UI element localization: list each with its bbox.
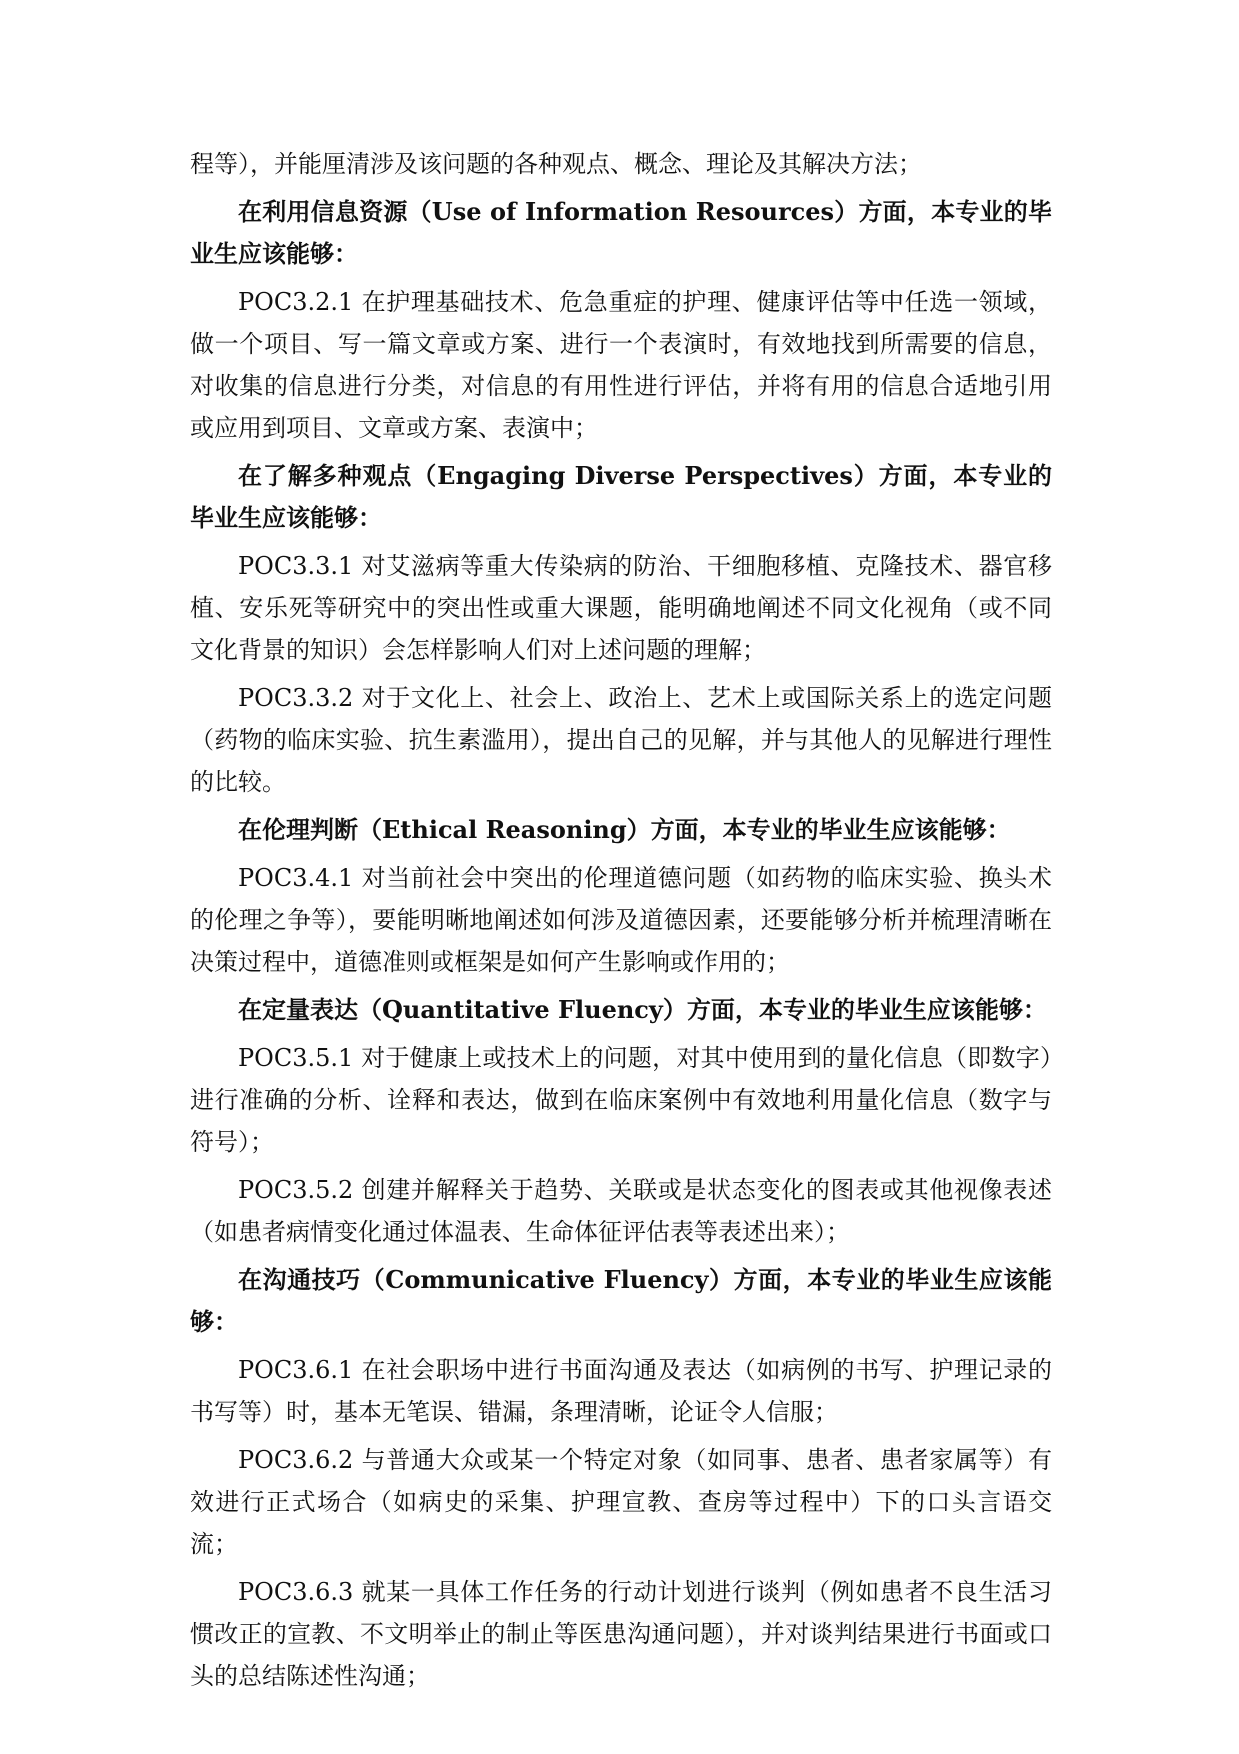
paragraph-poc-3-5-1: POC3.5.1 对于健康上或技术上的问题，对其中使用到的量化信息（即数字）进行准确的分析、诠释和表达，做到在临床案例中有效地利用量化信息（数字与符号）；	[190, 1044, 1052, 1156]
paragraph-poc-3-3-1: POC3.3.1 对艾滋病等重大传染病的防治、干细胞移植、克隆技术、器官移植、安乐死等研究中的突出性或重大课题，能明确地阐述不同文化视角（或不同文化背景的知识）会怎样影响人们对上述问题的理解；	[190, 552, 1052, 664]
paragraph-continuation: 程等），并能厘清涉及该问题的各种观点、概念、理论及其解决方法；	[190, 150, 922, 178]
paragraph-poc-3-6-1: POC3.6.1 在社会职场中进行书面沟通及表达（如病例的书写、护理记录的书写等）时，基本无笔误、错漏，条理清晰，论证令人信服；	[190, 1356, 1052, 1426]
section-heading-information-resources: 在利用信息资源（Use of Information Resources）方面，本专业的毕业生应该能够：	[190, 197, 1052, 268]
document-page	[190, 143, 1052, 1703]
paragraph-poc-3-4-1: POC3.4.1 对当前社会中突出的伦理道德问题（如药物的临床实验、换头术的伦理之争等），要能明晰地阐述如何涉及道德因素，还要能够分析并梳理清晰在决策过程中，道德准则或框架是如何产生影响或作用的；	[190, 864, 1052, 976]
paragraph-poc-3-6-3: POC3.6.3 就某一具体工作任务的行动计划进行谈判（例如患者不良生活习惯改正的宣教、不文明举止的制止等医患沟通问题），并对谈判结果进行书面或口头的总结陈述性沟通；	[190, 1578, 1052, 1690]
paragraph-poc-3-5-2: POC3.5.2 创建并解释关于趋势、关联或是状态变化的图表或其他视像表述（如患者病情变化通过体温表、生命体征评估表等表述出来）；	[190, 1176, 1052, 1246]
section-heading-quantitative-fluency: 在定量表达（Quantitative Fluency）方面，本专业的毕业生应该能够：	[238, 995, 1047, 1024]
paragraph-poc-3-6-2: POC3.6.2 与普通大众或某一个特定对象（如同事、患者、患者家属等）有效进行正式场合（如病史的采集、护理宣教、查房等过程中）下的口头言语交流；	[190, 1446, 1052, 1558]
paragraph-poc-3-2-1: POC3.2.1 在护理基础技术、危急重症的护理、健康评估等中任选一领域，做一个项目、写一篇文章或方案、进行一个表演时，有效地找到所需要的信息，对收集的信息进行分类，对信息的有用性进行评估，并将有用的信息合适地引用或应用到项目、文章或方案、表演中；	[190, 288, 1052, 442]
section-heading-ethical-reasoning: 在伦理判断（Ethical Reasoning）方面，本专业的毕业生应该能够：	[238, 815, 1011, 844]
section-heading-diverse-perspectives: 在了解多种观点（Engaging Diverse Perspectives）方面，本专业的毕业生应该能够：	[190, 461, 1052, 532]
paragraph-poc-3-3-2: POC3.3.2 对于文化上、社会上、政治上、艺术上或国际关系上的选定问题（药物的临床实验、抗生素滥用），提出自己的见解，并与其他人的见解进行理性的比较。	[190, 684, 1052, 796]
section-heading-communicative-fluency: 在沟通技巧（Communicative Fluency）方面，本专业的毕业生应该能够：	[190, 1265, 1052, 1336]
